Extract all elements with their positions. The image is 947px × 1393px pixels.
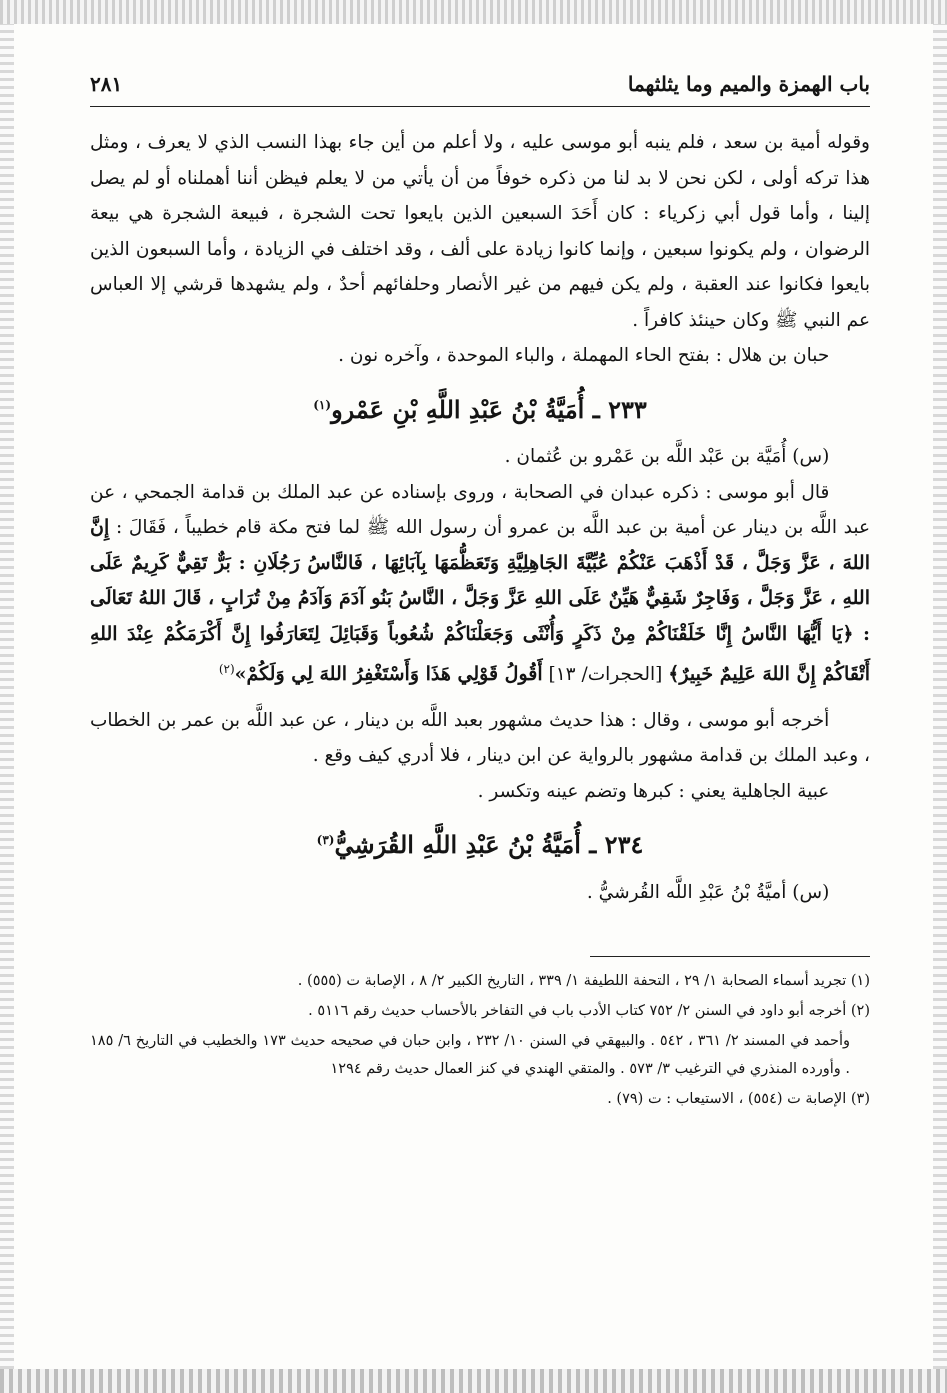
entry-heading-234 [90, 823, 870, 863]
decorative-border-left [0, 24, 14, 1369]
footnote-2-continued: وأحمد في المسند ٢/ ٣٦١ ، ٥٤٢ . والبيهقي في السنن ١٠/ ٢٣٢ ، وابن حبان في صحيحه حديث ١٧٣ والخطيب في التاريخ ٦/ ١٨٥ . وأورده المنذري في الترغيب ٣/ ٥٧٣ . والمتقي الهندي في كنز العمال حديث رقم ١٢٩٤ [90, 1033, 850, 1078]
entry-title-234: ٢٣٤ ـ أُمَيَّةُ بْنُ عَبْدِ اللَّهِ القُرَشِيُّ [334, 830, 644, 860]
decorative-border-right [933, 24, 947, 1369]
footnote-2: (٢) أخرجه أبو داود في السنن ٢/ ٧٥٢ كتاب الأدب باب في التفاخر بالأحساب حديث رقم ٥١١٦ . [308, 1003, 870, 1020]
footnote-1: (١) تجريد أسماء الصحابة ١/ ٢٩ ، التحفة اللطيفة ١/ ٣٣٩ ، التاريخ الكبير ٢/ ٨ ، الإصابة ت (٥٥٥) . [297, 973, 870, 990]
body-text [90, 125, 870, 910]
footnote-marker-3: (٣) [316, 833, 335, 848]
decorative-border-top [0, 0, 947, 24]
entry-title-233: ٢٣٣ ـ أُمَيَّةُ بْنُ عَبْدِ اللَّهِ بْنِ عَمْرو [331, 394, 647, 424]
running-title: باب الهمزة والميم وما يثلثهما [627, 72, 870, 96]
book-page [90, 70, 870, 1115]
hadith-ending: أَقُولُ قَوْلِي هَذَا وَأَسْتَغْفِرُ اللهَ لِي وَلَكُمْ» [234, 663, 543, 686]
entry-subheading-234: (س) أميَّةُ بْنُ عَبْدِ اللَّه القُرشيُّ . [586, 881, 830, 903]
paragraph-takhrij: أخرجه أبو موسى ، وقال : هذا حديث مشهور بعبد اللَّه بن دينار ، عن عبد اللَّه بن عمر بن الخطاب ، وعبد الملك بن قدامة مشهور بالرواية عن ابن دينار ، فلا أدري كيف وقع . [90, 709, 870, 767]
footnotes [90, 967, 870, 1113]
footnote-marker-2: (٢) [218, 662, 235, 676]
footnote-marker-1: (١) [313, 397, 332, 412]
paragraph-hadith [90, 475, 870, 693]
paragraph-gloss: عبية الجاهلية يعني : كبرها وتضم عينه وتكسر . [477, 780, 830, 802]
hadith-intro: قال أبو موسى : ذكره عبدان في الصحابة ، وروى بإسناده عن عبد الملك بن قدامة الجمحي ، عن عبد اللَّه بن دينار عن أمية بن عبد اللَّه بن عمرو أن رسول الله ﷺ لما فتح مكة قام خطيباً ، فَقَالَ : [90, 481, 870, 538]
page-number: ٢٨١ [90, 72, 123, 96]
running-head [90, 70, 870, 107]
quran-citation: [الحجرات/ ١٣] [548, 664, 663, 686]
hadith-text: إِنَّ اللهَ ، عَزَّ وَجَلَّ ، قَدْ أَذْهَبَ عَنْكُمْ عُبِّيَّةَ الجَاهِلِيَّةِ وَتَعَظُّمَهَا بِآبَائِهَا ، فَالنَّاسُ رَجُلَانِ : بَرٌّ تَقِيٌّ كَرِيمٌ عَلَى اللهِ ، عَزَّ وَجَلَّ ، وَفَاجِرٌ شَقِيٌّ هَيِّنٌ عَلَى اللهِ عَزَّ وَجَلَّ ، النَّاسُ بَنُو آدَمَ وَآدَمُ مِنْ تُرَابٍ ، قَالَ اللهُ تَعَالَى : ﴿يَا أَيُّهَا النَّاسُ إِنَّا خَلَقْنَاكُمْ مِنْ ذَكَرٍ وَأُنْثَى وَجَعَلْنَاكُمْ شُعُوباً وَقَبَائِلَ لِتَعَارَفُوا إِنَّ أَكْرَمَكُمْ عِنْدَ اللهِ أَتْقَاكُمْ إِنَّ اللهَ عَلِيمٌ خَبِيرٌ﴾ [90, 516, 870, 686]
entry-heading-233 [90, 388, 870, 428]
paragraph-hibban-note: حبان بن هلال : بفتح الحاء المهملة ، والباء الموحدة ، وآخره نون . [338, 345, 830, 366]
decorative-border-bottom [0, 1369, 947, 1393]
footnote-3: (٣) الإصابة ت (٥٥٤) ، الاستيعاب : ت (٧٩) . [607, 1091, 870, 1108]
footnote-separator [590, 956, 870, 957]
entry-subheading-233: (س) أُمَيَّة بن عَبْد اللَّه بن عَمْرو بن عُثمان . [504, 446, 830, 467]
paragraph-commentary: وقوله أمية بن سعد ، فلم ينبه أبو موسى عليه ، ولا أعلم من أين جاء بهذا النسب الذي لا يعرف ، ومثل هذا تركه أولى ، لكن نحن لا بد لنا من ذكره خوفاً من أن يأتي من لا يعلم فيظن أننا أهملناه أو لم يصل إلينا ، وأما قول أبي زكرياء : كان أَحَدَ السبعين الذين بايعوا تحت الشجرة ، فبيعة الشجرة هي بيعة الرضوان ، ولم يكونوا سبعين ، وإنما كانوا زيادة على ألف ، وقد اختلف في الزيادة ، وأما السبعون الذين بايعوا فكانوا عند العقبة ، ولم يكن فيهم من غير الأنصار وحلفائهم أحدٌ ، ولم يشهدها قرشي إلا العباس عم النبي ﷺ وكان حينئذ كافراً . [90, 132, 870, 331]
